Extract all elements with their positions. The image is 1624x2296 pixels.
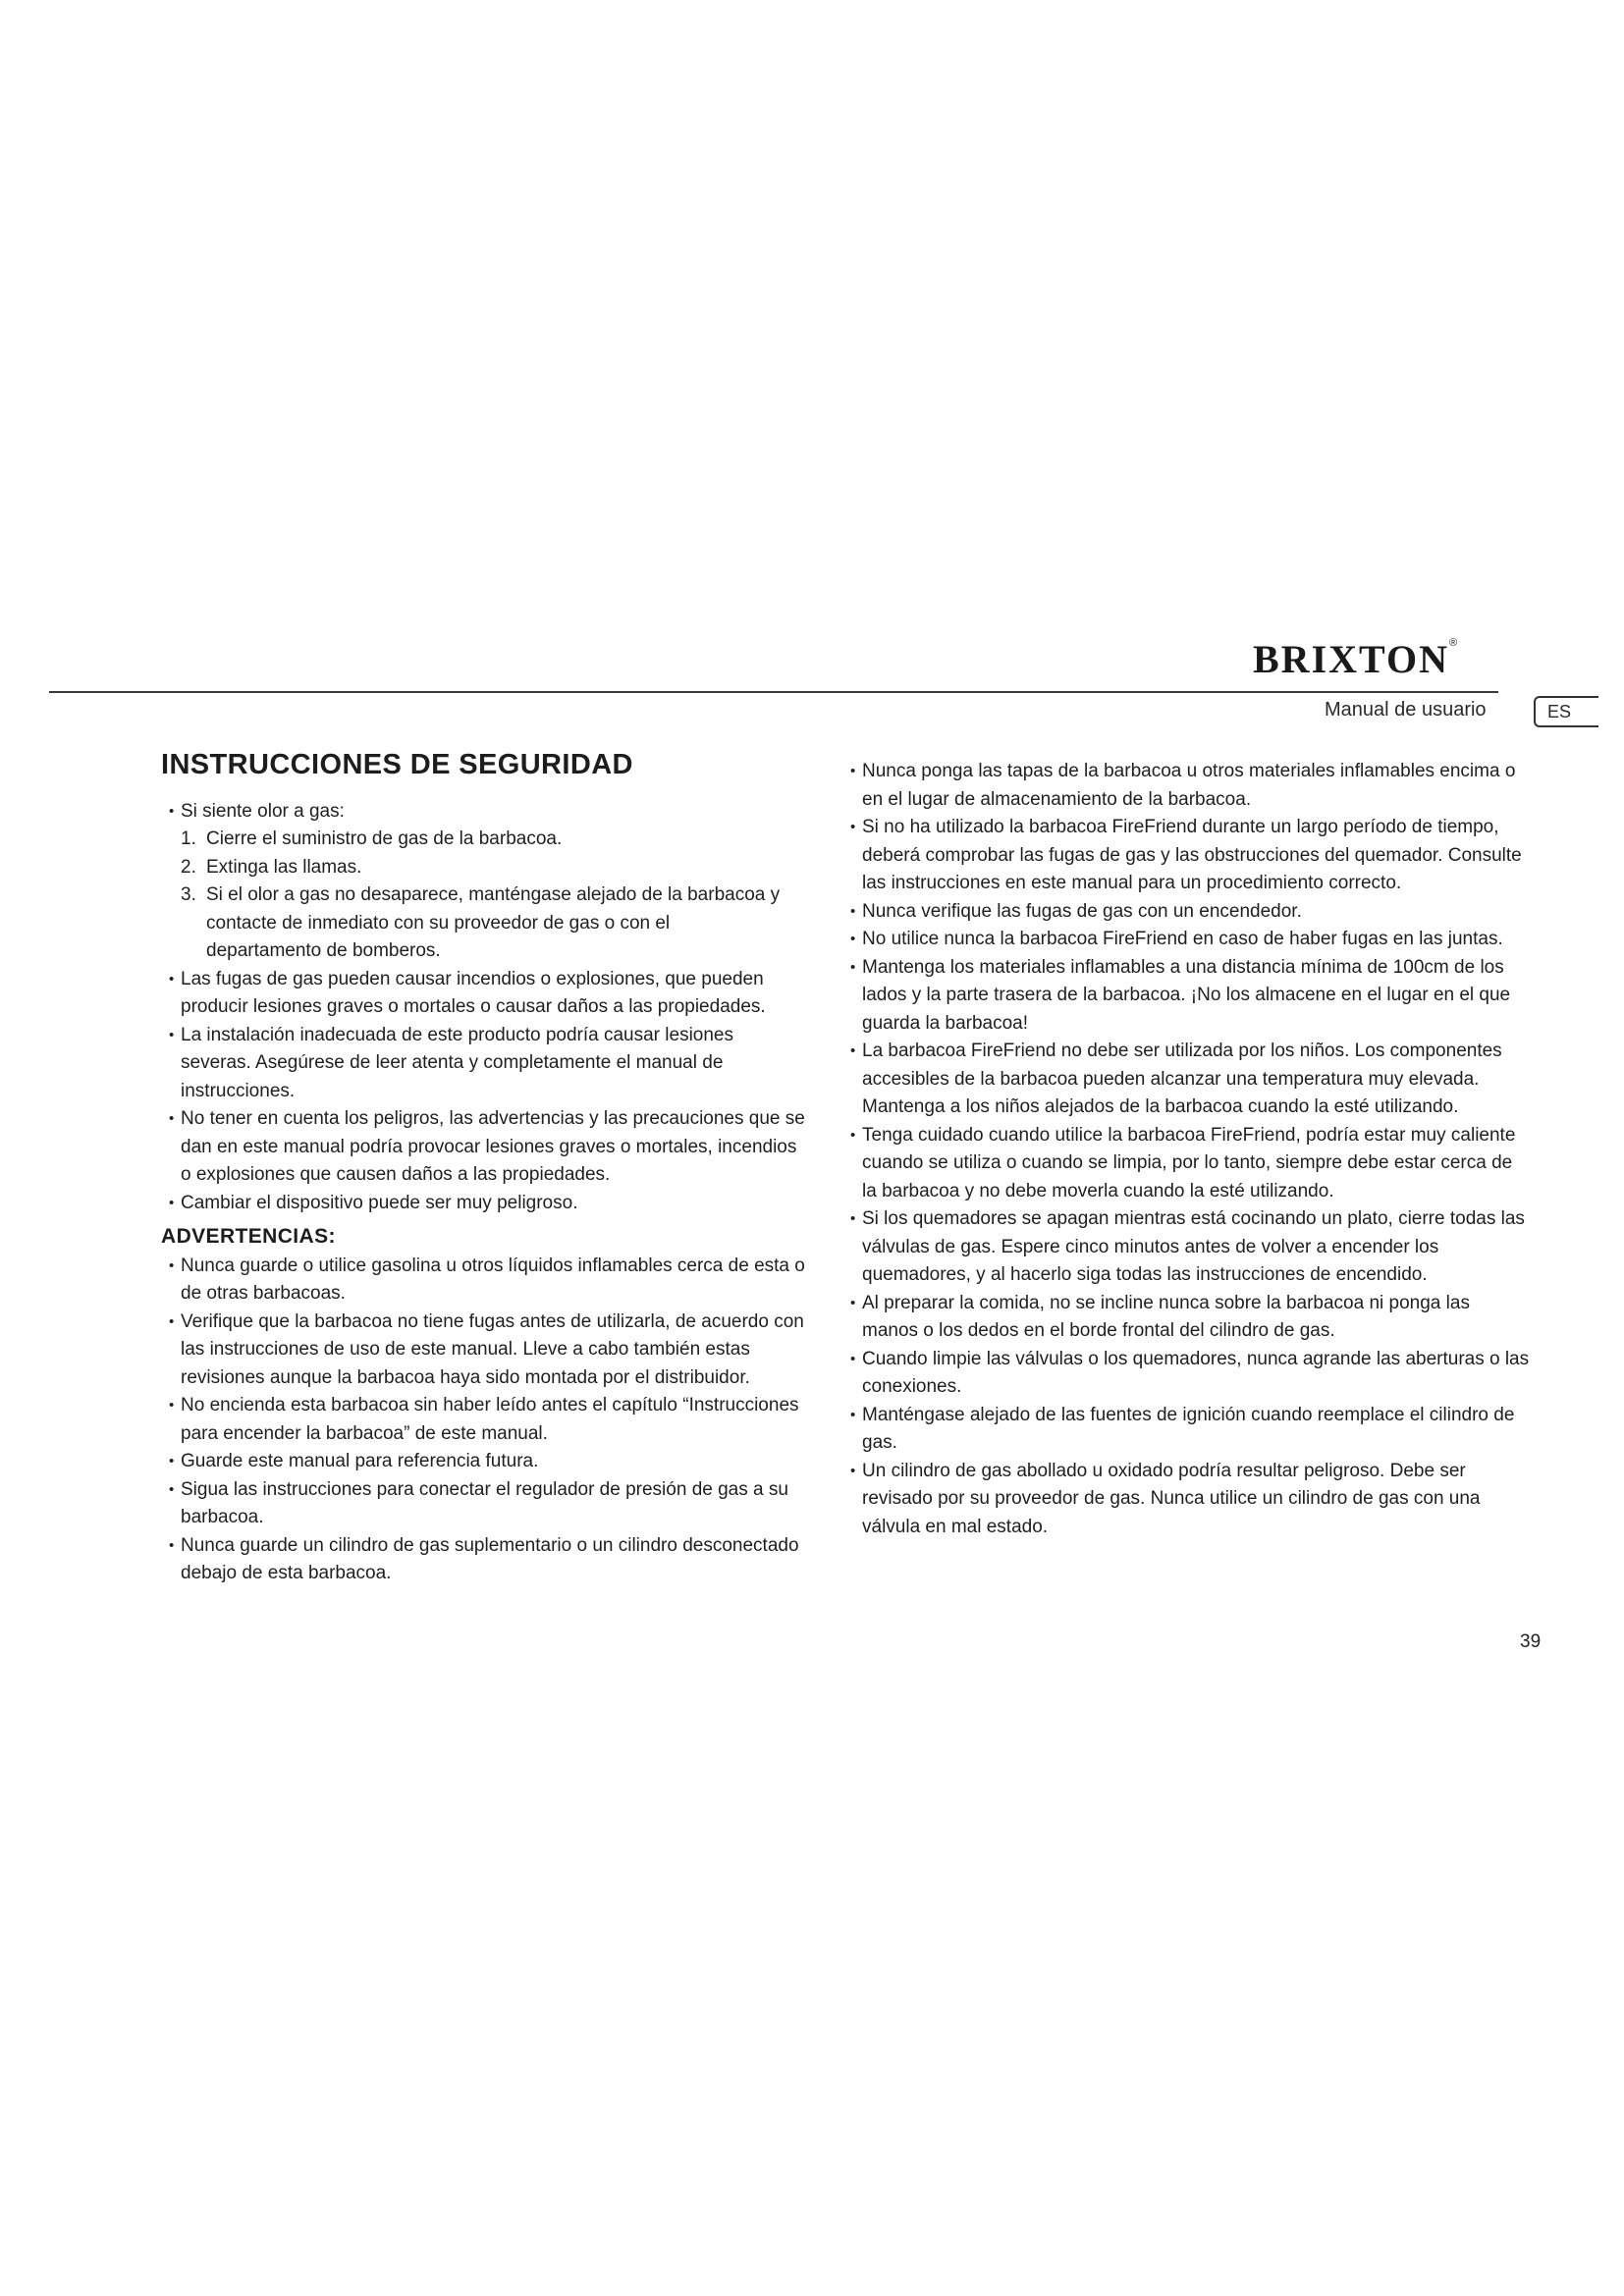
step-text: Cierre el suministro de gas de la barbacoa. <box>206 828 563 850</box>
step-number: 1. <box>181 828 196 850</box>
warnings-list-continued <box>842 758 1530 1541</box>
header-divider <box>49 691 1498 693</box>
brand-name: BRIXTON <box>1253 637 1449 681</box>
list-item: • Nunca guarde un cilindro de gas suplementario o un cilindro desconectado debajo de esta barbacoa. <box>161 1532 809 1588</box>
safety-list <box>161 798 809 1218</box>
step-text: Si el olor a gas no desaparece, manténgase alejado de la barbacoa y contacte de inmediato con su proveedor de gas o con el departamento de bomberos. <box>206 884 781 962</box>
list-item: • Un cilindro de gas abollado u oxidado podría resultar peligroso. Debe ser revisado por su proveedor de gas. Nunca utilice un cilindro de gas con una válvula en mal estado. <box>842 1458 1530 1542</box>
list-item: • Verifique que la barbacoa no tiene fugas antes de utilizarla, de acuerdo con las instrucciones de uso de este manual. Lleve a cabo también estas revisiones aunque la barbacoa haya sido montada por el distribuidor. <box>161 1308 809 1393</box>
gas-smell-steps <box>181 826 809 966</box>
warnings-title: ADVERTENCIAS: <box>161 1225 336 1249</box>
warnings-list <box>161 1253 809 1588</box>
list-item: • Tenga cuidado cuando utilice la barbacoa FireFriend, podría estar muy caliente cuando se utiliza o cuando se limpia, por lo tanto, siempre debe estar cerca de la barbacoa y no debe moverla cuando la esté utilizando. <box>842 1122 1530 1206</box>
page-number: 39 <box>1520 1631 1542 1652</box>
step-item <box>181 826 809 854</box>
left-column <box>161 748 809 1588</box>
section-title: INSTRUCCIONES DE SEGURIDAD <box>161 749 633 780</box>
list-item: • Guarde este manual para referencia futura. <box>161 1448 809 1476</box>
registered-mark: ® <box>1448 637 1458 649</box>
list-item <box>161 798 809 966</box>
gas-smell-intro: Si siente olor a gas: <box>181 800 345 822</box>
list-item: • No utilice nunca la barbacoa FireFriend en caso de haber fugas en las juntas. <box>842 926 1530 954</box>
list-item: • Nunca guarde o utilice gasolina u otros líquidos inflamables cerca de esta o de otras barbacoas. <box>161 1253 809 1308</box>
manual-label: Manual de usuario <box>1325 699 1487 721</box>
brand-logo <box>1253 637 1458 681</box>
list-item: • No encienda esta barbacoa sin haber leído antes el capítulo “Instrucciones para encender la barbacoa” de este manual. <box>161 1392 809 1448</box>
step-number: 3. <box>181 884 196 906</box>
list-item: • Sigua las instrucciones para conectar el regulador de presión de gas a su barbacoa. <box>161 1476 809 1532</box>
list-item: • Manténgase alejado de las fuentes de ignición cuando reemplace el cilindro de gas. <box>842 1402 1530 1458</box>
list-item: • Mantenga los materiales inflamables a una distancia mínima de 100cm de los lados y la parte trasera de la barbacoa. ¡No los almacene en el lugar en el que guarda la barbacoa! <box>842 954 1530 1039</box>
list-item: • Si no ha utilizado la barbacoa FireFriend durante un largo período de tiempo, deberá comprobar las fugas de gas y las obstrucciones del quemador. Consulte las instrucciones en este manual para un procedimiento correcto. <box>842 814 1530 898</box>
step-item <box>181 881 809 966</box>
step-number: 2. <box>181 856 196 878</box>
right-column <box>842 758 1530 1541</box>
list-item: • Nunca ponga las tapas de la barbacoa u otros materiales inflamables encima o en el lugar de almacenamiento de la barbacoa. <box>842 758 1530 814</box>
step-item <box>181 854 809 882</box>
list-item: • No tener en cuenta los peligros, las advertencias y las precauciones que se dan en este manual podría provocar lesiones graves o mortales, incendios o explosiones que causen daños a las propiedades. <box>161 1105 809 1190</box>
step-text: Extinga las llamas. <box>206 856 362 878</box>
list-item: • La instalación inadecuada de este producto podría causar lesiones severas. Asegúrese de leer atenta y completamente el manual de instrucciones. <box>161 1022 809 1106</box>
list-item: • Cambiar el dispositivo puede ser muy peligroso. <box>161 1190 809 1218</box>
list-item: • Cuando limpie las válvulas o los quemadores, nunca agrande las aberturas o las conexiones. <box>842 1346 1530 1402</box>
list-item: • Nunca verifique las fugas de gas con un encendedor. <box>842 898 1530 927</box>
language-tab: ES <box>1534 696 1598 727</box>
list-item: • Si los quemadores se apagan mientras está cocinando un plato, cierre todas las válvulas de gas. Espere cinco minutos antes de volver a encender los quemadores, y al hacerlo siga todas las instrucciones de encendido. <box>842 1205 1530 1290</box>
list-item: • La barbacoa FireFriend no debe ser utilizada por los niños. Los componentes accesibles de la barbacoa pueden alcanzar una temperatura muy elevada. Mantenga a los niños alejados de la barbacoa cuando la esté utilizando. <box>842 1038 1530 1122</box>
list-item: • Al preparar la comida, no se incline nunca sobre la barbacoa ni ponga las manos o los dedos en el borde frontal del cilindro de gas. <box>842 1290 1530 1346</box>
list-item: • Las fugas de gas pueden causar incendios o explosiones, que pueden producir lesiones graves o mortales o causar daños a las propiedades. <box>161 966 809 1022</box>
